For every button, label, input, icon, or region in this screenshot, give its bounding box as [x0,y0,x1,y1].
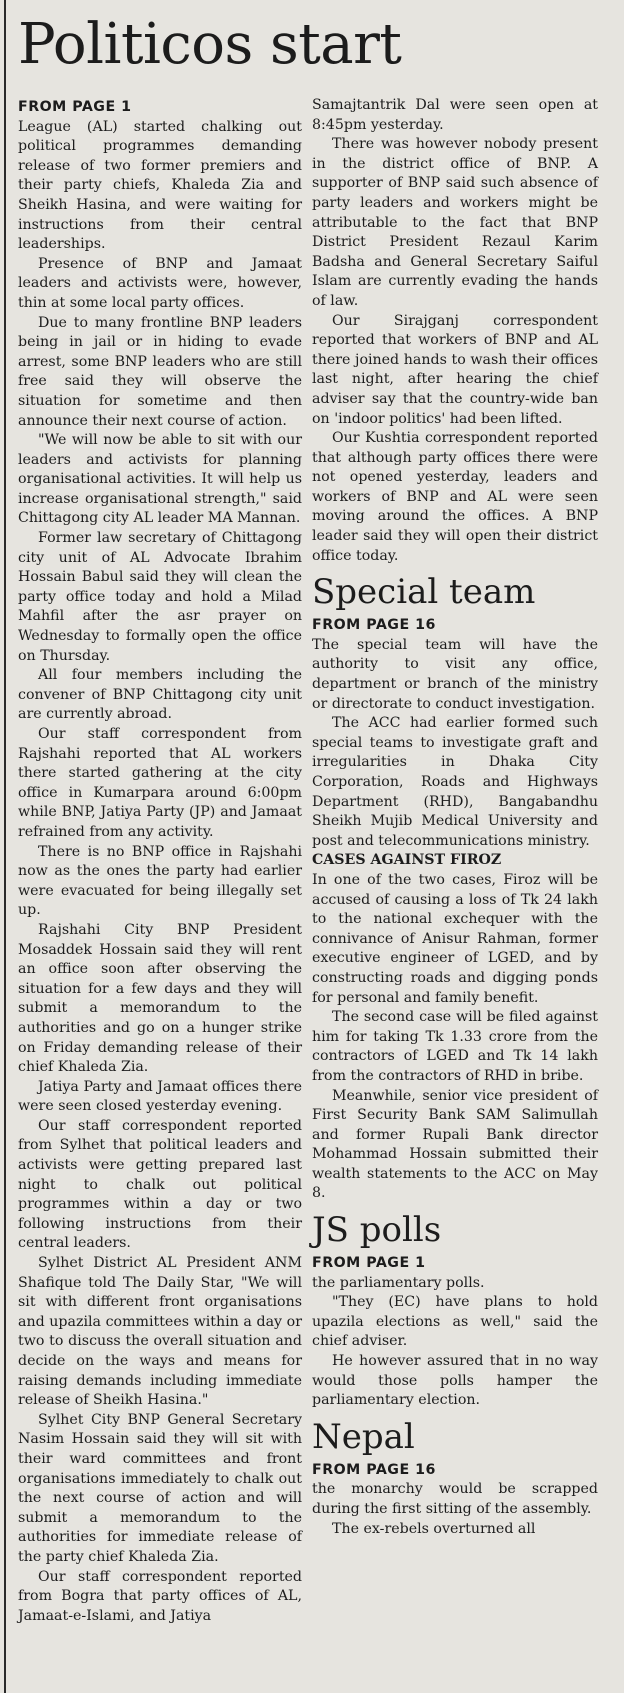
paragraph: Sylhet District AL President ANM Shafique told The Daily Star, "We will sit with different front organisations and upazila committees within a day or two to discuss the overall situation and decide on the ways and means for raising demands including immediate release of Sheikh Hasina." [18,1255,302,1409]
section-title-special-team: Special team [312,572,536,613]
paragraph: Jatiya Party and Jamaat offices there were seen closed yesterday evening. [18,1078,302,1115]
column-rule [4,0,6,1693]
paragraph: The ACC had earlier formed such special teams to investigate graft and irregularities in Dhaka City Corporation, Roads and Highways Department (RHD), Bangabandhu Sheikh Mujib Medical University and post and telecommunications ministry. [312,715,598,849]
right-column [312,96,598,1539]
paragraph: He however assured that in no way would those polls hamper the parliamentary election. [312,1353,598,1409]
section-title-nepal: Nepal [312,1416,415,1457]
headline: Politicos start [18,12,402,77]
paragraph: League (AL) started chalking out political programmes demanding release of two former premiers and their party chiefs, Khaleda Zia and Sheikh Hasina, and were waiting for instructions from their central leaderships. [18,118,302,253]
paragraph: The ex-rebels overturned all [332,1520,536,1537]
paragraph: Our staff correspondent reported from Bogra that party offices of AL, Jamaat-e-Islami, and Jatiya [18,1568,302,1624]
kicker-from-page: FROM PAGE 1 [312,1255,426,1272]
section-title-js-polls: JS polls [312,1210,442,1251]
paragraph: All four members including the convener of BNP Chittagong city unit are currently abroad. [18,667,302,723]
paragraph: Former law secretary of Chittagong city unit of AL Advocate Ibrahim Hossain Babul said they will clean the party office today and hold a Milad Mahfil after the asr prayer on Wednesday to formally open the office on Thursday. [18,530,302,664]
paragraph: Meanwhile, senior vice president of First Security Bank SAM Salimullah and former Rupali Bank director Mohammad Hossain submitted their wealth statements to the ACC on May 8. [312,1087,598,1202]
paragraph: There was however nobody present in the district office of BNP. A supporter of BNP said such absence of party leaders and workers might be attributable to the fact that BNP District President Rezaul Karim Badsha and General Secretary Saiful Islam are currently evading the hands of law. [312,136,598,309]
paragraph: Samajtantrik Dal were seen open at 8:45pm yesterday. [312,97,598,133]
subhead-cases-against-firoz: CASES AGAINST FIROZ [312,852,502,869]
paragraph: Due to many frontline BNP leaders being in jail or in hiding to evade arrest, some BNP leaders who are still free said they will observe the situation for sometime and then announce their next course of action. [18,314,302,429]
paragraph: The special team will have the authority to visit any office, department or branch of the ministry or directorate to conduct investigation. [312,636,598,712]
paragraph: the parliamentary polls. [312,1274,485,1291]
kicker-from-page: FROM PAGE 1 [18,99,132,115]
kicker-from-page: FROM PAGE 16 [312,617,436,634]
paragraph: Our staff correspondent reported from Sylhet that political leaders and activists were getting prepared last night to chalk out political programmes within a day or two following instructions from their central leaders. [18,1117,302,1252]
left-column [18,98,302,1626]
kicker-from-page: FROM PAGE 16 [312,1461,436,1478]
paragraph: Rajshahi City BNP President Mosaddek Hossain said they will rent an office soon after observing the situation for a few days and they will submit a memorandum to the authorities and go on a hunger strike on Friday demanding release of their chief Khaleda Zia. [18,921,302,1076]
paragraph: In one of the two cases, Firoz will be accused of causing a loss of Tk 24 lakh to the national exchequer with the connivance of Anisur Rahman, former executive engineer of LGED, and by constructing roads and digging ponds for personal and family benefit. [312,871,598,1006]
paragraph: There is no BNP office in Rajshahi now as the ones the party had earlier were evacuated for being illegally set up. [18,843,302,919]
paragraph: Sylhet City BNP General Secretary Nasim Hossain said they will sit with their ward committees and front organisations immediately to chalk out the next course of action and will submit a memorandum to the authorities for immediate release of the party chief Khaleda Zia. [18,1411,302,1565]
paragraph: Our Kushtia correspondent reported that although party offices there were not opened yesterday, leaders and workers of BNP and AL were seen moving around the offices. A BNP leader said they will open their district office today. [312,430,598,564]
paragraph: The second case will be filed against him for taking Tk 1.33 crore from the contractors of LGED and Tk 14 lakh from the contractors of RHD in bribe. [312,1009,598,1084]
paragraph: Presence of BNP and Jamaat leaders and activists were, however, thin at some local party offices. [18,255,302,311]
paragraph: "They (EC) have plans to hold upazila elections as well," said the chief adviser. [312,1294,598,1350]
paragraph: the monarchy would be scrapped during the first sitting of the assembly. [312,1481,598,1517]
paragraph: Our staff correspondent from Rajshahi reported that AL workers there started gathering at the city office in Kumarpara around 6:00pm while BNP, Jatiya Party (JP) and Jamaat refrained from any activity. [18,726,302,840]
paragraph: "We will now be able to sit with our leaders and activists for planning organisational activities. It will help us increase organisational strength," said Chittagong city AL leader MA Mannan. [18,432,302,527]
paragraph: Our Sirajganj correspondent reported that workers of BNP and AL there joined hands to wash their offices last night, after hearing the chief adviser say that the country-wide ban on 'indoor politics' had been lifted. [312,312,598,427]
